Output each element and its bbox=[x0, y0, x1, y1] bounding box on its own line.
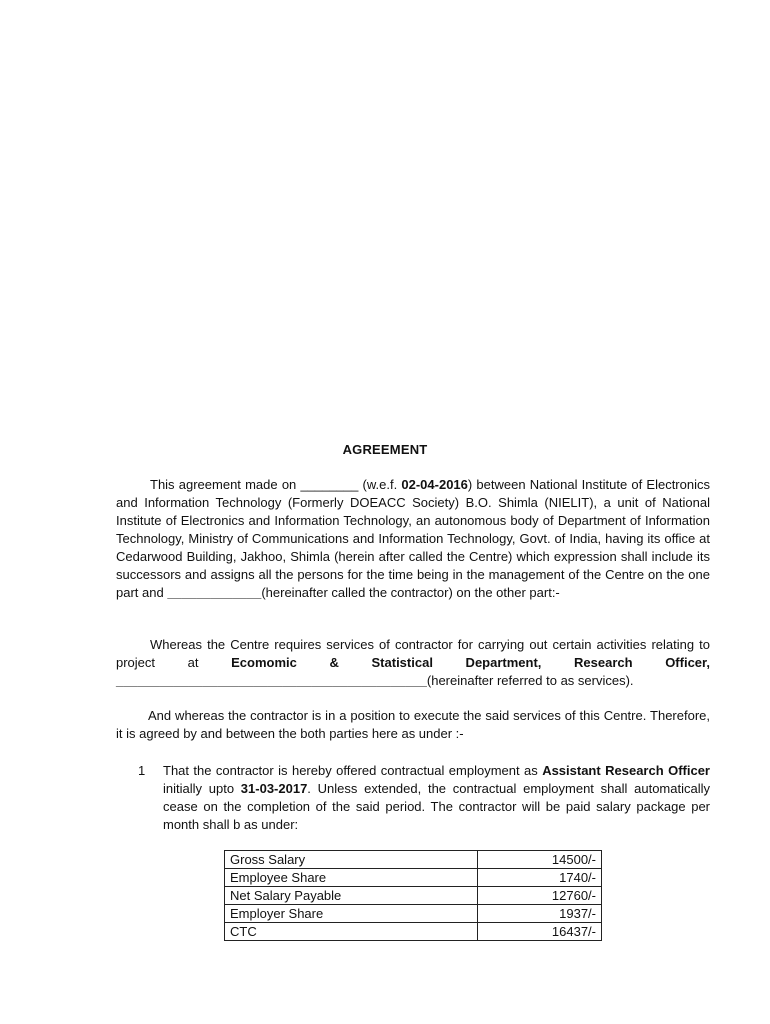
table-row bbox=[225, 851, 602, 869]
salary-value: 12760/- bbox=[478, 887, 602, 905]
table-row bbox=[225, 905, 602, 923]
effective-date: 02-04-2016 bbox=[401, 477, 468, 492]
salary-label: CTC bbox=[225, 923, 478, 941]
project-blank: ___________________________________________ bbox=[116, 673, 427, 688]
project-name: Ecomomic & Statistical Department, Research Officer, bbox=[231, 655, 710, 670]
and-whereas-paragraph: And whereas the contractor is in a position to execute the said services of this Centre. Therefore, it is agreed by and between the both parties here as under :- bbox=[116, 708, 710, 741]
salary-value: 1740/- bbox=[478, 869, 602, 887]
agreement-title: AGREEMENT bbox=[342, 442, 428, 457]
salary-label: Gross Salary bbox=[225, 851, 478, 869]
clause-number: 1 bbox=[138, 763, 146, 778]
salary-value: 16437/- bbox=[478, 923, 602, 941]
parties-paragraph: This agreement made on ________ (w.e.f. 02-04-2016) between National Institute of Electronics and Information Technology (Formerly DOEACC Society) B.O. Shimla (NIELIT), a unit of National Institute of Electronics and Information Technology, an autonomous body of Department of Information Technology, Ministry of Communications and Information Technology, Govt. of India, having its office at Cedarwood Building, Jakhoo, Shimla (herein after called the Centre) which expression shall include its successors and assigns all the persons for the time being in the management of the Centre on the one part and _____________(hereinafter called the contractor) on the other part:- bbox=[116, 477, 710, 600]
whereas-paragraph: Whereas the Centre requires services of contractor for carrying out certain activities relating to project at Ecomomic & Statistical Department, Research Officer, ___________________________________________(hereinafter referred to as services). bbox=[116, 637, 710, 688]
salary-label: Net Salary Payable bbox=[225, 887, 478, 905]
salary-value: 1937/- bbox=[478, 905, 602, 923]
contractor-blank: _____________ bbox=[167, 585, 262, 600]
salary-table bbox=[224, 850, 602, 941]
end-date: 31-03-2017 bbox=[240, 781, 308, 796]
table-row bbox=[225, 887, 602, 905]
salary-label: Employee Share bbox=[225, 869, 478, 887]
salary-value: 14500/- bbox=[478, 851, 602, 869]
salary-label: Employer Share bbox=[225, 905, 478, 923]
table-row bbox=[225, 923, 602, 941]
clause-text: That the contractor is hereby offered contractual employment as Assistant Research Officer initially upto 31-03-2017. Unless extended, the contractual employment shall automatically cease on the completion of the said period. The contractor will be paid salary package per month shall b as under: bbox=[163, 763, 710, 832]
post-title: Assistant Research Officer bbox=[542, 763, 710, 778]
table-row bbox=[225, 869, 602, 887]
